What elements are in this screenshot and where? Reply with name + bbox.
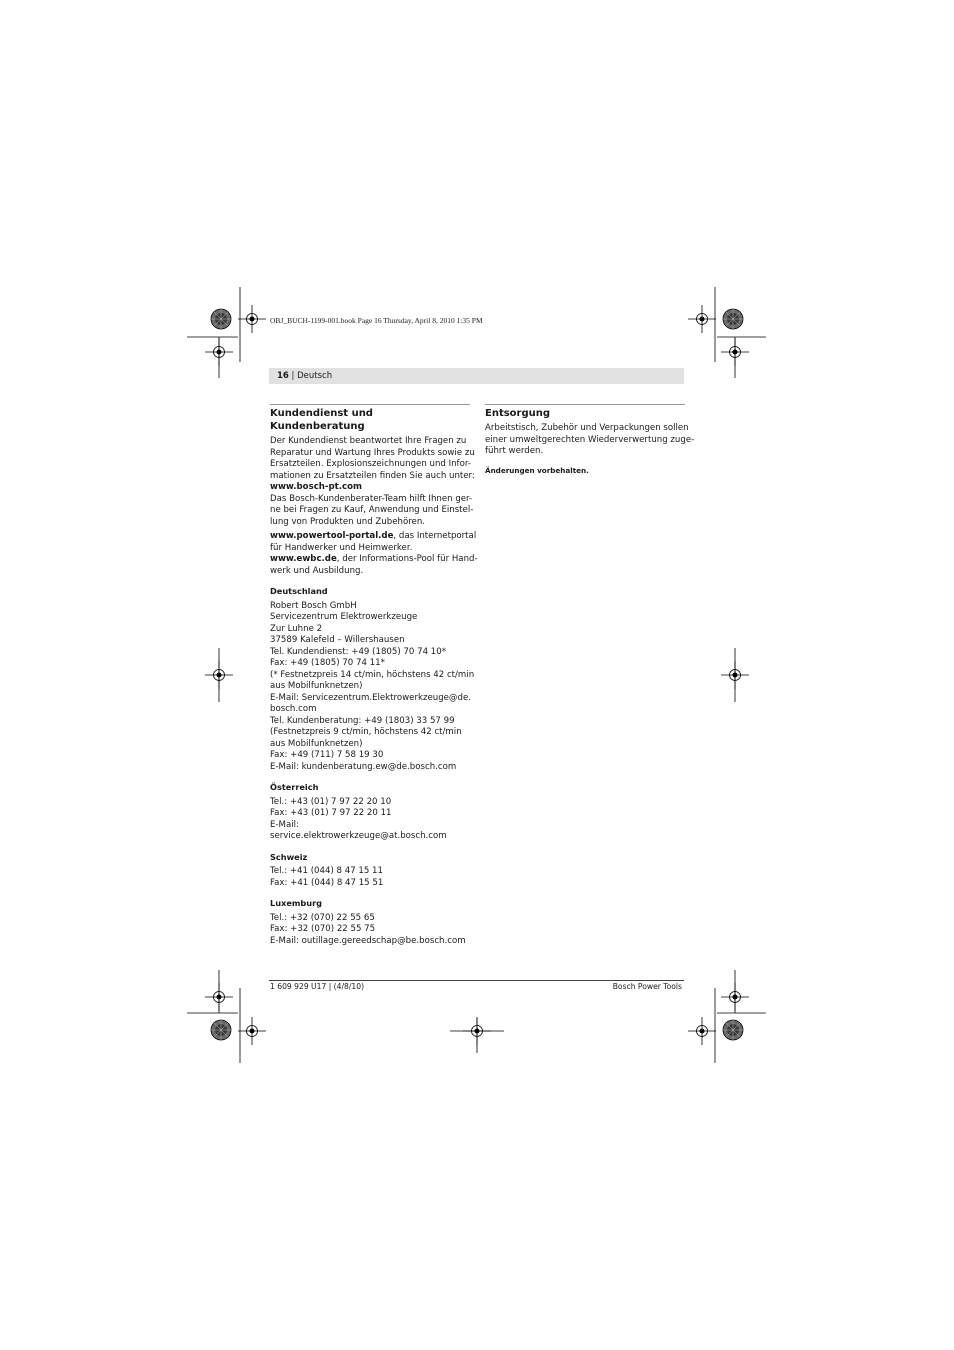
country-heading-schweiz: Schweiz xyxy=(270,851,308,862)
dial-mark-top-left xyxy=(211,309,231,329)
portal-text: www.powertool-portal.de, das Internetportal für Handwerker und Heimwerker. www.ewbc.de, der Informations-Pool für Hand- werk und Ausbildung. xyxy=(270,531,478,576)
country-heading-deutschland: Deutschland xyxy=(270,586,328,596)
section-title-service: Kundendienst und Kundenberatung xyxy=(270,408,373,432)
page-header-separator: | xyxy=(288,371,298,381)
contact-deutschland: Robert Bosch GmbH Servicezentrum Elektrowerkzeuge Zur Luhne 2 37589 Kalefeld – Willershausen Tel. Kundendienst: +49 (1805) 70 74 10* Fax: +49 (1805) 70 74 11* (* Festnetzpreis 14 ct/min, höchstens 42 ct/min aus Mobilfunknetzen) E-Mail: Servicezentrum.Elektrowerkzeuge@de. bosch.com Tel. Kundenberatung: +49 (1803) 33 57 99 (Festnetzpreis 9 ct/min, höchstens 42 ct/min aus Mobilfunknetzen) Fax: +49 (711) 7 58 19 30 E-Mail: kundenberatung.ew@de.bosch.com xyxy=(270,600,475,772)
right-column xyxy=(485,404,695,476)
link-ewbc[interactable]: www.ewbc.de xyxy=(270,554,337,564)
footer-doc-number: 1 609 929 U17 | (4/8/10) xyxy=(270,982,365,991)
changes-note: Änderungen vorbehalten. xyxy=(485,465,589,475)
left-column xyxy=(270,404,478,947)
file-header: OBJ_BUCH-1199-001.book Page 16 Thursday, April 8, 2010 1:35 PM xyxy=(270,316,483,325)
page-number: 16 xyxy=(277,371,289,381)
footer-rule xyxy=(269,980,684,981)
contact-oesterreich: Tel.: +43 (01) 7 97 22 20 10 Fax: +43 (01) 7 97 22 20 11 E-Mail: service.elektrowerkzeuge@at.bosch.com xyxy=(270,796,447,841)
service-intro: Der Kundendienst beantwortet Ihre Fragen zu Reparatur und Wartung Ihres Produkts sowie zu Ersatzteilen. Explosionszeichnungen und Infor- mationen zu Ersatzteilen finden Sie auch unter: xyxy=(270,436,475,481)
link-powertool-portal[interactable]: www.powertool-portal.de xyxy=(270,531,394,541)
register-cross-top-right xyxy=(688,305,716,333)
disposal-text: Arbeitstisch, Zubehör und Verpackungen sollen einer umweltgerechten Wiederverwertung zuge- führt werden. xyxy=(485,423,695,456)
page-header xyxy=(277,370,332,382)
contact-luxemburg: Tel.: +32 (070) 22 55 65 Fax: +32 (070) 22 55 75 E-Mail: outillage.gereedschap@be.bosch.com xyxy=(270,912,466,946)
right-column-rule xyxy=(485,404,685,405)
left-column-rule xyxy=(270,404,470,405)
country-heading-oesterreich: Österreich xyxy=(270,782,319,792)
page-section: Deutsch xyxy=(297,371,333,381)
page-header-bar xyxy=(269,368,684,384)
advisor-text: Das Bosch-Kundenberater-Team hilft Ihnen ger- ne bei Fragen zu Kauf, Anwendung und Einstel- lung von Produkten und Zubehören. xyxy=(270,493,474,527)
register-cross-top-left xyxy=(238,305,266,333)
dial-mark-bottom-right xyxy=(723,1020,743,1040)
register-cross-bottom-right xyxy=(688,1017,716,1045)
dial-mark-top-right xyxy=(723,309,743,329)
footer-brand: Bosch Power Tools xyxy=(612,982,682,991)
contact-schweiz: Tel.: +41 (044) 8 47 15 11 Fax: +41 (044) 8 47 15 51 xyxy=(270,866,384,888)
dial-mark-bottom-left xyxy=(211,1020,231,1040)
section-title-disposal: Entsorgung xyxy=(485,408,551,419)
country-heading-luxemburg: Luxemburg xyxy=(270,898,322,908)
register-cross-bottom-left xyxy=(238,1017,266,1045)
link-bosch-pt[interactable]: www.bosch-pt.com xyxy=(270,482,362,492)
